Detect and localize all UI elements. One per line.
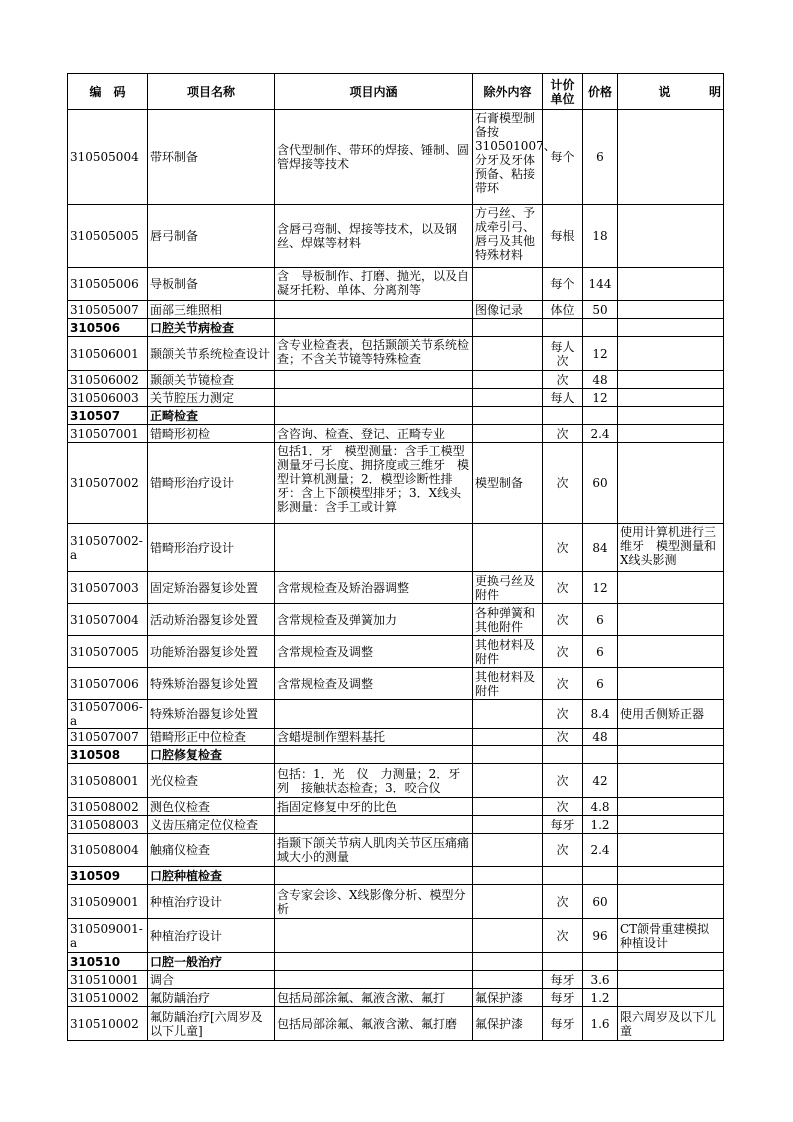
cell-exclude: 氟保护漆 [473,989,543,1007]
cell-code: 310508001 [68,764,148,798]
cell-content [275,867,473,885]
cell-content [275,268,473,301]
cell-note-text: 使用计算机进行三维牙 模型测量和X线头影测 [620,524,717,567]
cell-note: 限六周岁及以下儿童 [618,1007,724,1041]
cell-unit: 每人次 [543,337,583,371]
cell-code: 310506 [68,319,148,337]
cell-note [618,668,724,700]
cell-name: 颞颌关节系统检查设计 [148,337,275,371]
cell-content: 包括：1．光 仪 力测量；2．牙列 接触状态检查；3．咬合仪 [275,764,473,798]
cell-code: 310507002-a [68,524,148,572]
cell-unit: 次 [543,636,583,668]
cell-content [275,371,473,389]
cell-exclude [473,205,543,268]
cell-content: 含咨询、检查、登记、正畸专业 [275,425,473,443]
cell-price: 6 [583,668,618,700]
cell-name: 错畸形治疗设计 [148,443,275,524]
cell-content-text: 包括1．牙 模型测量：含手工模型测量牙弓长度、拥挤度或三维牙 模型计算机测量；2．模型诊断性排牙：含上下颌模型排牙；3．X线头影测量：含手工或计算 [277,443,470,514]
cell-price [583,746,618,764]
table-row [68,700,724,729]
header-code: 编 码 [68,74,148,110]
cell-exclude-text: 方弓丝、予成牵引弓、唇弓及其他特殊材料 [475,205,536,262]
table-row [68,798,724,816]
cell-price: 96 [583,919,618,953]
cell-unit: 次 [543,524,583,572]
cell-note [618,425,724,443]
cell-price: 12 [583,572,618,604]
cell-content [275,953,473,971]
cell-price: 2.4 [583,834,618,867]
cell-unit: 每个 [543,268,583,301]
cell-content: 指固定修复中牙的比色 [275,798,473,816]
cell-name: 口腔关节病检查 [148,319,275,337]
cell-exclude: 更换弓丝及附件 [473,572,543,604]
table-row [68,971,724,989]
cell-unit: 次 [543,371,583,389]
cell-exclude [473,371,543,389]
cell-note [618,867,724,885]
cell-content [275,816,473,834]
cell-note [618,407,724,425]
cell-exclude [473,425,543,443]
cell-content: 含常规检查及弹簧加力 [275,604,473,636]
table-row [68,443,724,524]
cell-content: 含代型制作、带环的焊接、锤制、圆管焊接等技术 [275,110,473,205]
cell-price: 48 [583,371,618,389]
cell-code: 310507007 [68,729,148,746]
cell-content: 包括局部涂氟、氟液含漱、氟打 [275,989,473,1007]
cell-name: 唇弓制备 [148,205,275,268]
table-row [68,668,724,700]
cell-exclude [473,407,543,425]
section-row [68,746,724,764]
cell-price: 1.2 [583,816,618,834]
cell-price [583,407,618,425]
cell-code: 310505004 [68,110,148,205]
cell-name: 特殊矫治器复诊处置 [148,700,275,729]
cell-content [275,700,473,729]
cell-name: 错畸形初检 [148,425,275,443]
cell-unit: 每个 [543,110,583,205]
cell-exclude [473,268,543,301]
cell-content: 含常规检查及调整 [275,636,473,668]
cell-unit: 次 [543,919,583,953]
cell-code: 310505007 [68,301,148,319]
cell-code: 310508003 [68,816,148,834]
cell-name: 颞颌关节镜检查 [148,371,275,389]
cell-content: 含常规检查及矫治器调整 [275,572,473,604]
cell-unit: 每人 [543,389,583,407]
cell-name: 种植治疗设计 [148,885,275,919]
cell-exclude-text: 石膏模型制备按310501007、分牙及牙体预备、粘接带环 [475,110,556,195]
cell-code: 310505005 [68,205,148,268]
cell-price: 1.2 [583,989,618,1007]
cell-code: 310507003 [68,572,148,604]
header-name: 项目名称 [148,74,275,110]
cell-code: 310507006-a [68,700,148,729]
cell-name: 导板制备 [148,268,275,301]
cell-name: 口腔一般治疗 [148,953,275,971]
cell-content: 含常规检查及调整 [275,668,473,700]
cell-unit: 每牙 [543,816,583,834]
cell-name: 种植治疗设计 [148,919,275,953]
cell-note [618,834,724,867]
table-row [68,834,724,867]
cell-unit [543,407,583,425]
cell-name: 氟防龋治疗[六周岁及以下儿童] [148,1007,275,1041]
cell-unit: 次 [543,572,583,604]
cell-name: 活动矫治器复诊处置 [148,604,275,636]
cell-exclude [473,110,556,205]
cell-unit: 次 [543,668,583,700]
cell-name: 口腔修复检查 [148,746,275,764]
cell-unit: 每牙 [543,989,583,1007]
cell-name: 调合 [148,971,275,989]
cell-name: 口腔种植检查 [148,867,275,885]
cell-name: 错畸形正中位检查 [148,729,275,746]
cell-exclude [473,524,543,572]
cell-note [618,729,724,746]
cell-content [275,319,473,337]
cell-code: 310507002 [68,443,148,524]
cell-note [618,319,724,337]
cell-note [618,953,724,971]
cell-name: 氟防龋治疗 [148,989,275,1007]
cell-note [618,604,724,636]
cell-content: 指颞下颌关节病人肌肉关节区压痛痛域大小的测量 [275,834,473,867]
cell-price: 144 [583,268,618,301]
cell-code: 310507001 [68,425,148,443]
cell-exclude: 其他材料及附件 [473,636,543,668]
cell-exclude [473,953,543,971]
cell-unit: 次 [543,425,583,443]
cell-unit: 次 [543,834,583,867]
cell-unit: 次 [543,700,583,729]
cell-exclude [473,764,543,798]
cell-price: 6 [583,110,618,205]
cell-price: 3.6 [583,971,618,989]
cell-note [618,746,724,764]
cell-unit [543,746,583,764]
cell-note [618,971,724,989]
cell-code: 310509001-a [68,919,148,953]
cell-unit: 次 [543,604,583,636]
cell-code: 310507 [68,407,148,425]
cell-name: 特殊矫治器复诊处置 [148,668,275,700]
cell-note [618,443,724,524]
cell-unit: 每牙 [543,1007,583,1041]
cell-code: 310507004 [68,604,148,636]
table-row [68,729,724,746]
cell-name: 关节腔压力测定 [148,389,275,407]
cell-exclude [473,885,543,919]
fee-schedule-table [67,73,724,1041]
cell-exclude [473,834,543,867]
cell-unit: 体位 [543,301,583,319]
cell-content [275,301,473,319]
header-price: 价格 [583,74,618,110]
cell-exclude [473,337,543,371]
cell-code: 310507006 [68,668,148,700]
cell-unit [543,953,583,971]
table-row [68,205,724,268]
cell-content [275,337,473,371]
cell-code: 310508004 [68,834,148,867]
cell-note [618,371,724,389]
cell-content [275,407,473,425]
header-content: 项目内涵 [275,74,473,110]
cell-content: 含专家会诊、X线影像分析、模型分析 [275,885,473,919]
cell-price: 2.4 [583,425,618,443]
cell-exclude: 氟保护漆 [473,1007,543,1041]
table-row [68,816,724,834]
table-row [68,572,724,604]
cell-name: 固定矫治器复诊处置 [148,572,275,604]
cell-note [618,989,724,1007]
cell-unit [543,319,583,337]
header-note-right: 明 [708,84,721,99]
cell-code: 310510002 [68,989,148,1007]
section-row [68,867,724,885]
cell-price: 6 [583,636,618,668]
cell-note [618,205,724,268]
table-row [68,425,724,443]
table-row [68,268,724,301]
table-row [68,604,724,636]
cell-note [618,389,724,407]
cell-code: 310510 [68,953,148,971]
cell-exclude [473,919,543,953]
section-row [68,953,724,971]
header-row [68,74,724,110]
cell-exclude [473,971,543,989]
cell-price: 50 [583,301,618,319]
cell-code: 310510002 [68,1007,148,1041]
table-row [68,301,724,319]
cell-note [618,816,724,834]
cell-note [618,764,724,798]
cell-price: 18 [583,205,618,268]
cell-exclude [473,816,543,834]
table-body [68,110,724,1041]
cell-note [618,301,724,319]
cell-unit: 次 [543,885,583,919]
cell-code: 310506002 [68,371,148,389]
cell-price: 8.4 [583,700,618,729]
cell-exclude: 各种弹簧和其他附件 [473,604,543,636]
cell-content: 含蜡堤制作塑料基托 [275,729,473,746]
cell-price: 42 [583,764,618,798]
cell-price: 12 [583,389,618,407]
cell-price: 48 [583,729,618,746]
cell-unit [543,867,583,885]
cell-note [618,524,724,572]
cell-note [618,798,724,816]
cell-exclude: 模型制备 [473,443,543,524]
cell-exclude [473,700,543,729]
cell-price: 60 [583,885,618,919]
cell-name: 面部三维照相 [148,301,275,319]
cell-content [275,746,473,764]
cell-code: 310508 [68,746,148,764]
header-exclude: 除外内容 [473,74,543,110]
cell-price [583,867,618,885]
cell-name: 带环制备 [148,110,275,205]
cell-note: 使用舌侧矫正器 [618,700,724,729]
cell-content [275,389,473,407]
cell-exclude [473,319,543,337]
table-row [68,919,724,953]
cell-name: 触痛仪检查 [148,834,275,867]
cell-exclude [473,729,543,746]
table-row [68,1007,724,1041]
cell-note [618,110,724,205]
cell-unit: 次 [543,798,583,816]
cell-content: 包括局部涂氟、氟液含漱、氟打磨 [275,1007,473,1041]
cell-exclude [473,389,543,407]
table-row [68,636,724,668]
cell-name: 光仪检查 [148,764,275,798]
section-row [68,319,724,337]
table-row [68,337,724,371]
cell-unit: 次 [543,443,583,524]
cell-name: 义齿压痛定位仪检查 [148,816,275,834]
cell-exclude [473,867,543,885]
header-note [618,74,724,110]
cell-exclude: 图像记录 [473,301,543,319]
cell-code: 310510001 [68,971,148,989]
table-row [68,389,724,407]
table-row [68,371,724,389]
cell-content-text: 含专业检查表，包括颞颌关节系统检查；不含关节镜等特殊检查 [277,337,470,366]
cell-exclude: 其他材料及附件 [473,668,543,700]
cell-name: 正畸检查 [148,407,275,425]
cell-note [618,268,724,301]
cell-content [275,524,473,572]
section-row [68,407,724,425]
header-note-left: 说 [658,84,671,99]
cell-price [583,953,618,971]
cell-content [275,443,473,524]
cell-content [275,971,473,989]
cell-unit: 每根 [543,205,583,268]
cell-price: 4.8 [583,798,618,816]
cell-code: 310505006 [68,268,148,301]
cell-note [618,636,724,668]
cell-price: 60 [583,443,618,524]
cell-content: 含唇弓弯制、焊接等技术，以及钢丝、焊媒等材料 [275,205,473,268]
cell-code: 310509001 [68,885,148,919]
cell-note [618,885,724,919]
header-unit: 计价单位 [543,74,583,110]
table-row [68,885,724,919]
cell-content-text: 含 导板制作、打磨、抛光，以及自凝牙托粉、单体、分离剂等 [277,268,470,297]
cell-note [618,572,724,604]
cell-name: 功能矫治器复诊处置 [148,636,275,668]
cell-code: 310507005 [68,636,148,668]
cell-exclude [473,746,543,764]
cell-price: 1.6 [583,1007,618,1041]
cell-unit: 次 [543,729,583,746]
cell-note [618,337,724,371]
table-row [68,989,724,1007]
cell-exclude [473,798,543,816]
cell-price: 12 [583,337,618,371]
table-row [68,764,724,798]
cell-code: 310506003 [68,389,148,407]
cell-unit: 次 [543,764,583,798]
cell-code: 310506001 [68,337,148,371]
cell-price [583,319,618,337]
cell-code: 310508002 [68,798,148,816]
cell-content [275,919,473,953]
cell-code: 310509 [68,867,148,885]
cell-price: 6 [583,604,618,636]
cell-price: 84 [583,524,618,572]
cell-unit: 每牙 [543,971,583,989]
table-row [68,524,724,572]
cell-note: CT颌骨重建模拟种植设计 [618,919,724,953]
cell-name: 错畸形治疗设计 [148,524,275,572]
table-row [68,110,724,205]
cell-name: 测色仪检查 [148,798,275,816]
